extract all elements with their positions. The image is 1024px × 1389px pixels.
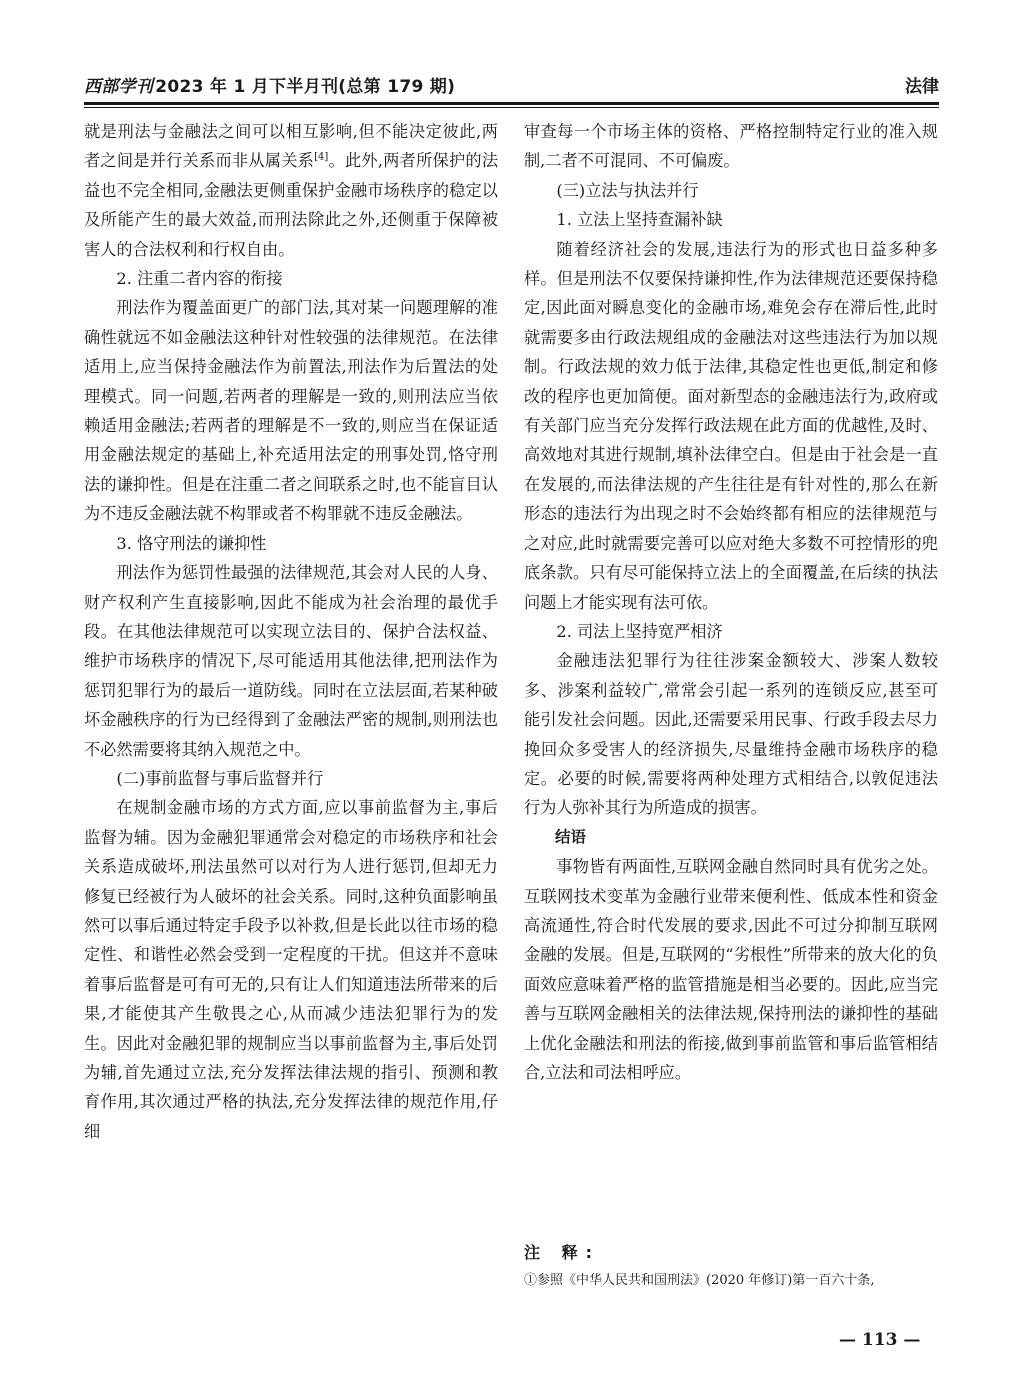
citation-ref: [4] (314, 152, 329, 164)
right-column (524, 117, 938, 1087)
paragraph-text: 2. 司法上坚持宽严相济 (556, 621, 723, 641)
body-paragraph (84, 793, 498, 1146)
paragraph-text: 2. 注重二者内容的衔接 (116, 269, 283, 289)
running-header (84, 70, 939, 100)
paragraph-text: 随着经济社会的发展,违法行为的形式也日益多种多样。但是刑法不仅要保持谦抑性,作为法律规范还要保持稳定,因此面对瞬息变化的金融市场,难免会存在滞后性,此时就需要多由行政法规组成的金融法对这些违法行为加以规制。行政法规的效力低于法律,其稳定性也更低,制定和修改的程序也更加简便。面对新型态的金融违法行为,政府或有关部门应当充分发挥行政法规在此方面的优越性,及时、高效地对其进行规制,填补法律空白。但是由于社会是一直在发展的,而法律法规的产生往往是有针对性的,那么在新形态的违法行为出现之时不会始终都有相应的法律规范与之对应,此时就需要完善可以应对绝大多数不可控情形的兜底条款。只有尽可能保持立法上的全面覆盖,在后续的执法问题上才能实现有法可依。 (524, 239, 938, 612)
section-heading (84, 764, 498, 793)
body-paragraph (84, 293, 498, 528)
body-paragraph (524, 646, 938, 822)
section-heading (524, 205, 938, 234)
header-section: 法律 (905, 77, 939, 97)
paragraph-text: 事物皆有两面性,互联网金融自然同时具有优劣之处。互联网技术变革为金融行业带来便利性、低成本性和资金高流通性,符合时代发展的要求,因此不可过分抑制互联网金融的发展。但是,互联网的“劣根性”所带来的放大化的负面效应意味着严格的监管措施是相当必要的。因此,应当完善与互联网金融相关的法律法规,保持刑法的谦抑性的基础上优化金融法和刑法的衔接,做到事前监管和事后监管相结合,立法和司法相呼应。 (524, 857, 938, 1082)
paragraph-text: 就是刑法与金融法之间可以相互影响,但不能决定彼此,两者之间是并行关系而非从属关系 (84, 122, 498, 171)
paragraph-text: 金融违法犯罪行为往往涉案金额较大、涉案人数较多、涉案利益较广,常常会引起一系列的连锁反应,甚至可能引发社会问题。因此,还需要采用民事、行政手段去尽力挽回众多受害人的经济损失,尽量维持金融市场秩序的稳定。必要的时候,需要将两种处理方式相结合,以敦促违法行为人弥补其行为所造成的损害。 (524, 651, 938, 818)
section-heading (84, 529, 498, 558)
body-paragraph (524, 852, 938, 1087)
section-heading (84, 264, 498, 293)
paragraph-text: (二)事前监督与事后监督并行 (116, 768, 324, 788)
journal-logo: 西部学刊 (84, 77, 154, 97)
left-column (84, 117, 498, 1146)
footnote-item: ①参照《中华人民共和国刑法》(2020 年修订)第一百六十条, (524, 1273, 875, 1288)
header-issue: 2023 年 1 月下半月刊(总第 179 期) (155, 77, 456, 97)
header-journal (84, 72, 455, 97)
paragraph-text: 结语 (555, 827, 587, 846)
paragraph-text: 1. 立法上坚持查漏补缺 (556, 210, 723, 230)
section-heading (524, 176, 938, 205)
body-paragraph (524, 117, 938, 176)
body-paragraph (84, 558, 498, 764)
paragraph-text: 刑法作为惩罚性最强的法律规范,其会对人民的人身、财产权利产生直接影响,因此不能成为社会治理的最优手段。在其他法律规范可以实现立法目的、保护合法权益、维护市场秩序的情况下,尽可能适用其他法律,把刑法作为惩罚犯罪行为的最后一道防线。同时在立法层面,若某种破坏金融秩序的行为已经得到了金融法严密的规制,则刑法也不必然需要将其纳入规范之中。 (84, 563, 498, 759)
header-rule (84, 102, 939, 105)
page-number: — 113 — (839, 1330, 921, 1350)
paragraph-text: 刑法作为覆盖面更广的部门法,其对某一问题理解的准确性就远不如金融法这种针对性较强的法律规范。在法律适用上,应当保持金融法作为前置法,刑法作为后置法的处理模式。同一问题,若两者的理解是一致的,则刑法应当依赖适用金融法;若两者的理解是不一致的,则应当在保证适用金融法规定的基础上,补充适用法定的刑事处罚,恪守刑法的谦抑性。但是在注重二者之间联系之时,也不能盲目认为不违反金融法就不构罪或者不构罪就不违反金融法。 (84, 298, 498, 524)
notes-title: 注 释: (524, 1243, 600, 1262)
paragraph-text: 3. 恪守刑法的谦抑性 (116, 533, 267, 553)
paragraph-text: 审查每一个市场主体的资格、严格控制特定行业的准入规制,二者不可混同、不可偏废。 (524, 122, 938, 171)
body-paragraph (524, 235, 938, 617)
paragraph-text: 。此外,两者所保护的法益也不完全相同,金融法更侧重保护金融市场秩序的稳定以及所能产生的最大效益,而刑法除此之外,还侧重于保障被害人的合法权利和行权自由。 (84, 151, 499, 259)
paragraph-text: (三)立法与执法并行 (556, 180, 699, 200)
paragraph-text: 在规制金融市场的方式方面,应以事前监督为主,事后监督为辅。因为金融犯罪通常会对稳定的市场秩序和社会关系造成破坏,刑法虽然可以对行为人进行惩罚,但却无力修复已经被行为人破坏的社会关系。同时,这种负面影响虽然可以事后通过特定手段予以补救,但是长此以往市场的稳定性、和谐性必然会受到一定程度的干扰。但这并不意味着事后监督是可有可无的,只有让人们知道违法所带来的后果,才能使其产生敬畏之心,从而减少违法犯罪行为的发生。因此对金融犯罪的规制应当以事前监督为主,事后处罚为辅,首先通过立法,充分发挥法律法规的指引、预测和教育作用,其次通过严格的执法,充分发挥法律的规范作用,仔细 (84, 798, 498, 1141)
section-heading (524, 617, 938, 646)
body-paragraph (84, 117, 498, 264)
header-rule-thin (84, 107, 939, 108)
conclusion-heading (524, 823, 938, 852)
